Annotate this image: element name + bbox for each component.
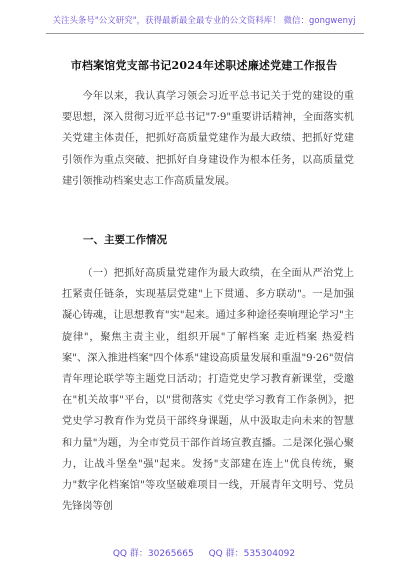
footer: [0, 546, 408, 559]
document-title: 市档案馆党支部书记2024年述职述廉述党建工作报告: [70, 59, 338, 72]
header-banner: 关注头条号"公文研究"，获得最新最全最专业的公文资料库！ 微信：gongwenyj: [52, 15, 356, 25]
header-divider: [46, 33, 364, 34]
section-paragraph: （一）把抓好高质量党建作为最大政绩，在全面从严治党上扛紧责任链条，实现基层党建"上下贯通、多方联动"。一是加强凝心铸魂，让思想教育"实"起来。通过多种途径奏响理论学习"主旋律"，聚焦主责主业，组织开展"了解档案 走近档案 热爱档案"、深入推进档案"四个体系"建设高质量发展和重温"9·26"贺信青年理论联学等主题党日活动；打造党史学习教育新课堂，受邀在"机关故事"平台，以"贯彻落实《党史学习教育工作条例》，把党史学习教育作为党员干部终身课题，从中汲取走向未来的智慧和力量"为题，为全市党员干部作首场宣教直播。二是深化强心聚力，让战斗堡垒"强"起来。发扬"支部建在连上"优良传统，聚力"数字化档案馆"等攻坚破难项目一线，开展青年文明号、党员先锋岗等创: [62, 268, 354, 513]
footer-qq-group-2: QQ 群：535304092: [208, 549, 296, 559]
intro-paragraph: 今年以来，我认真学习领会习近平总书记关于党的建设的重要思想，深入贯彻习近平总书记"7·9"重要讲话精神，全面落实机关党建主体责任，把抓好高质量党建作为最大政绩、把抓好党建引领作为重点突破、把抓好自身建设作为根本任务，以高质量党建引领推动档案史志工作高质量发展。: [62, 91, 354, 187]
footer-qq-group-1: QQ 群：30265665: [112, 549, 194, 559]
section-heading: 一、主要工作情况: [83, 234, 167, 246]
